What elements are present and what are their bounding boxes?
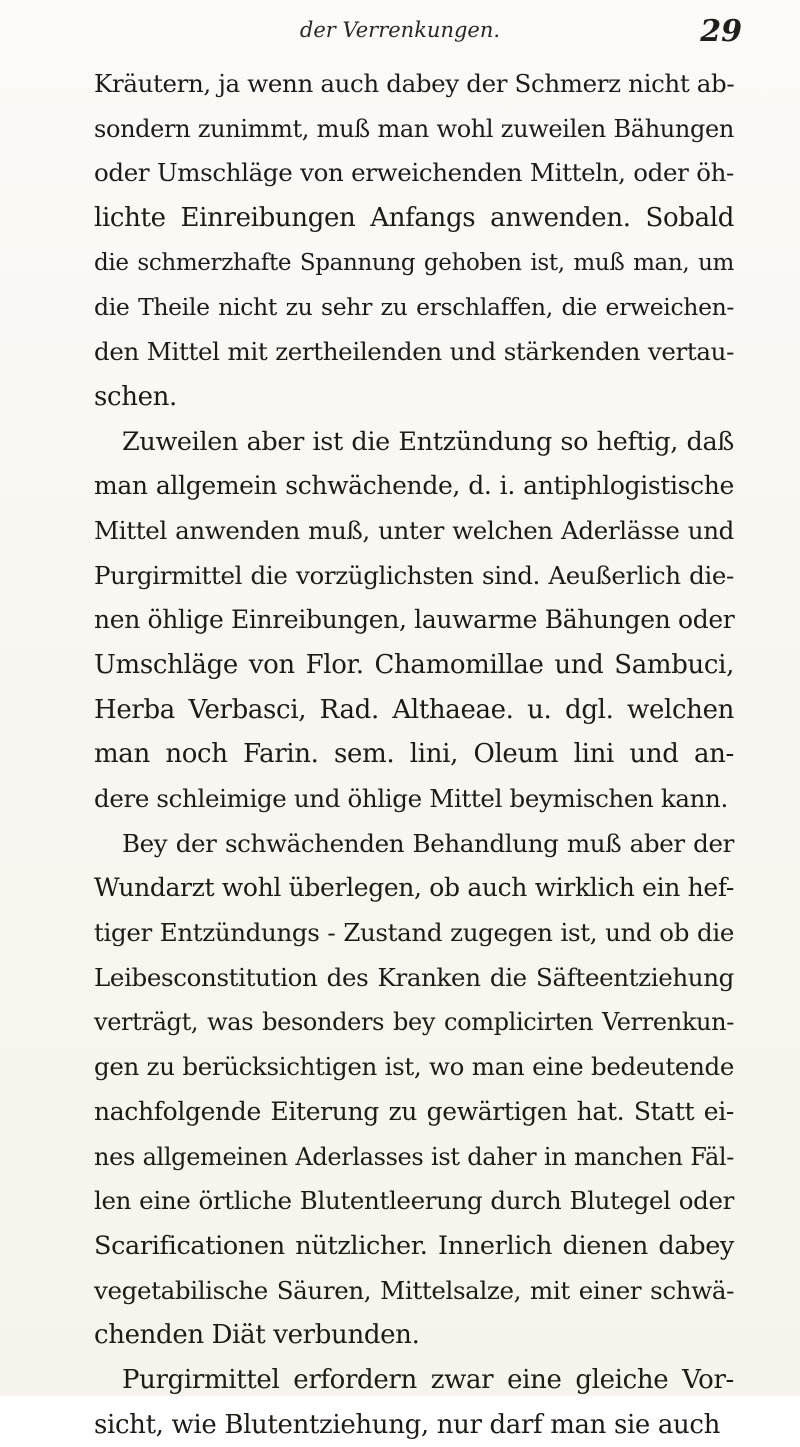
text-line: chenden Diät verbunden. <box>94 1320 420 1351</box>
text-line: man noch Farin. sem. lini, Oleum lini und an- <box>94 739 734 770</box>
running-title: der Verrenkungen. <box>299 18 501 42</box>
text-line: Purgirmittel erfordern zwar eine gleiche Vor- <box>122 1364 734 1395</box>
text-line: Herba Verbasci, Rad. Althaeae. u. dgl. welchen <box>94 694 734 725</box>
text-line: schen. <box>94 381 177 412</box>
running-head <box>0 8 800 58</box>
text-line: Leibesconstitution des Kranken die Säfteentziehung <box>94 962 734 992</box>
text-line: Bey der schwächenden Behandlung muß aber der <box>122 828 734 858</box>
text-line: nen öhlige Einreibungen, lauwarme Bähungen oder <box>94 605 735 635</box>
text-line: man allgemein schwächende, d. i. antiphlogistische <box>94 471 734 501</box>
text-line: dere schleimige und öhlige Mittel beymischen kann. <box>94 784 728 813</box>
text-line: sondern zunimmt, muß man wohl zuweilen Bähungen <box>94 114 734 143</box>
text-line: Umschläge von Flor. Chamomillae und Sambuci, <box>94 649 734 680</box>
page-number: 29 <box>700 14 742 49</box>
text-line: Mittel anwenden muß, unter welchen Aderlässe und <box>94 515 734 545</box>
text-line: die Theile nicht zu sehr zu erschlaffen, die erweichen- <box>94 293 734 322</box>
text-line: oder Umschläge von erweichenden Mitteln, oder öh- <box>94 158 734 188</box>
text-line: Scarificationen nützlicher. Innerlich dienen dabey <box>94 1230 734 1261</box>
text-line: sicht, wie Blutentziehung, nur darf man sie auch <box>94 1409 721 1440</box>
text-body <box>94 62 734 1447</box>
text-line: nachfolgende Eiterung zu gewärtigen hat. Statt ei- <box>94 1096 734 1126</box>
text-line: Purgirmittel die vorzüglichsten sind. Aeußerlich die- <box>94 560 734 590</box>
text-line: Kräutern, ja wenn auch dabey der Schmerz nicht ab- <box>94 69 735 98</box>
text-line: nes allgemeinen Aderlasses ist daher in manchen Fäl- <box>94 1142 734 1171</box>
text-line: den Mittel mit zertheilenden und stärkenden vertau- <box>94 337 734 367</box>
text-line: Wundarzt wohl überlegen, ob auch wirklich ein hef- <box>94 873 734 903</box>
text-line: len eine örtliche Blutentleerung durch Blutegel oder <box>94 1186 734 1216</box>
text-line: die schmerzhafte Spannung gehoben ist, muß man, um <box>94 249 734 276</box>
text-line: lichte Einreibungen Anfangs anwenden. Sobald <box>94 203 734 234</box>
text-line: Zuweilen aber ist die Entzündung so heftig, daß <box>122 426 734 457</box>
text-line: vegetabilische Säuren, Mittelsalze, mit einer schwä- <box>94 1275 734 1305</box>
text-line: verträgt, was besonders bey complicirten Verrenkun- <box>94 1008 734 1037</box>
text-line: tiger Entzündungs - Zustand zugegen ist, und ob die <box>94 918 734 948</box>
text-line: gen zu berücksichtigen ist, wo man eine bedeutende <box>94 1052 734 1082</box>
